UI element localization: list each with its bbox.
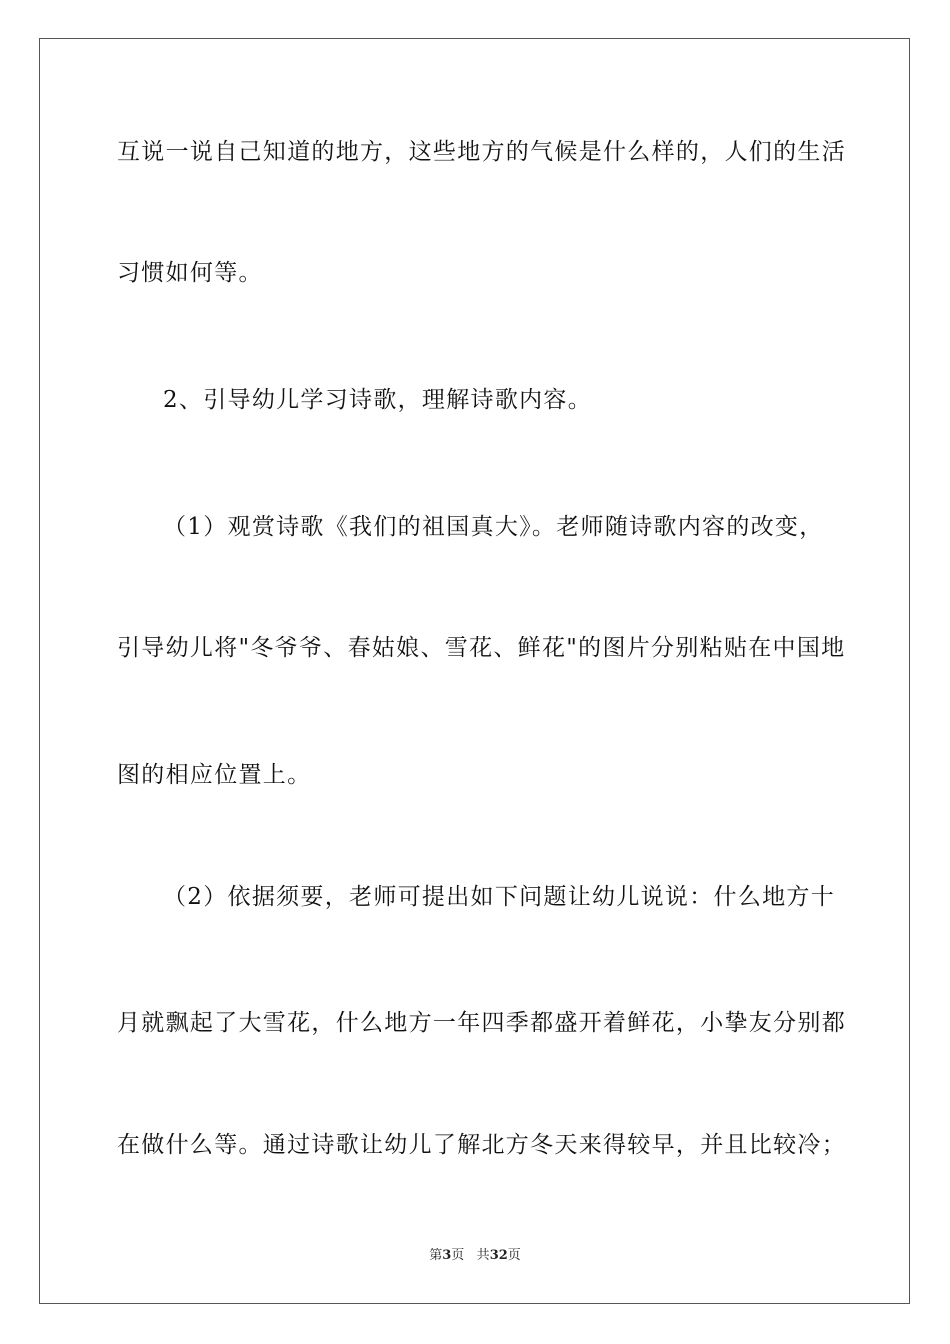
- text-line-2: 习惯如何等。: [117, 260, 263, 286]
- text-line-6: 图的相应位置上。: [117, 762, 312, 788]
- footer-page-number: 3: [442, 1248, 452, 1263]
- text-line-4: （1）观赏诗歌《我们的祖国真大》。老师随诗歌内容的改变，: [163, 514, 824, 540]
- footer-total-pages: 32: [489, 1248, 508, 1263]
- text-line-8: 月就飘起了大雪花，什么地方一年四季都盛开着鲜花，小挚友分别都: [117, 1010, 846, 1036]
- page-border: [39, 38, 910, 1304]
- text-line-9: 在做什么等。通过诗歌让幼儿了解北方冬天来得较早，并且比较冷；: [117, 1132, 846, 1158]
- footer-total-suffix: 页: [507, 1248, 521, 1263]
- footer-total-prefix: 共: [476, 1248, 490, 1263]
- footer-page-prefix: 第: [429, 1248, 443, 1263]
- footer-page-suffix: 页: [451, 1248, 465, 1263]
- page-footer: [0, 1247, 950, 1265]
- text-line-5: 引导幼儿将"冬爷爷、春姑娘、雪花、鲜花"的图片分别粘贴在中国地: [117, 635, 846, 661]
- text-line-3: 2、引导幼儿学习诗歌，理解诗歌内容。: [163, 387, 593, 413]
- text-line-1: 互说一说自己知道的地方，这些地方的气候是什么样的，人们的生活: [117, 139, 846, 165]
- text-line-7: （2）依据须要，老师可提出如下问题让幼儿说说：什么地方十: [163, 884, 836, 910]
